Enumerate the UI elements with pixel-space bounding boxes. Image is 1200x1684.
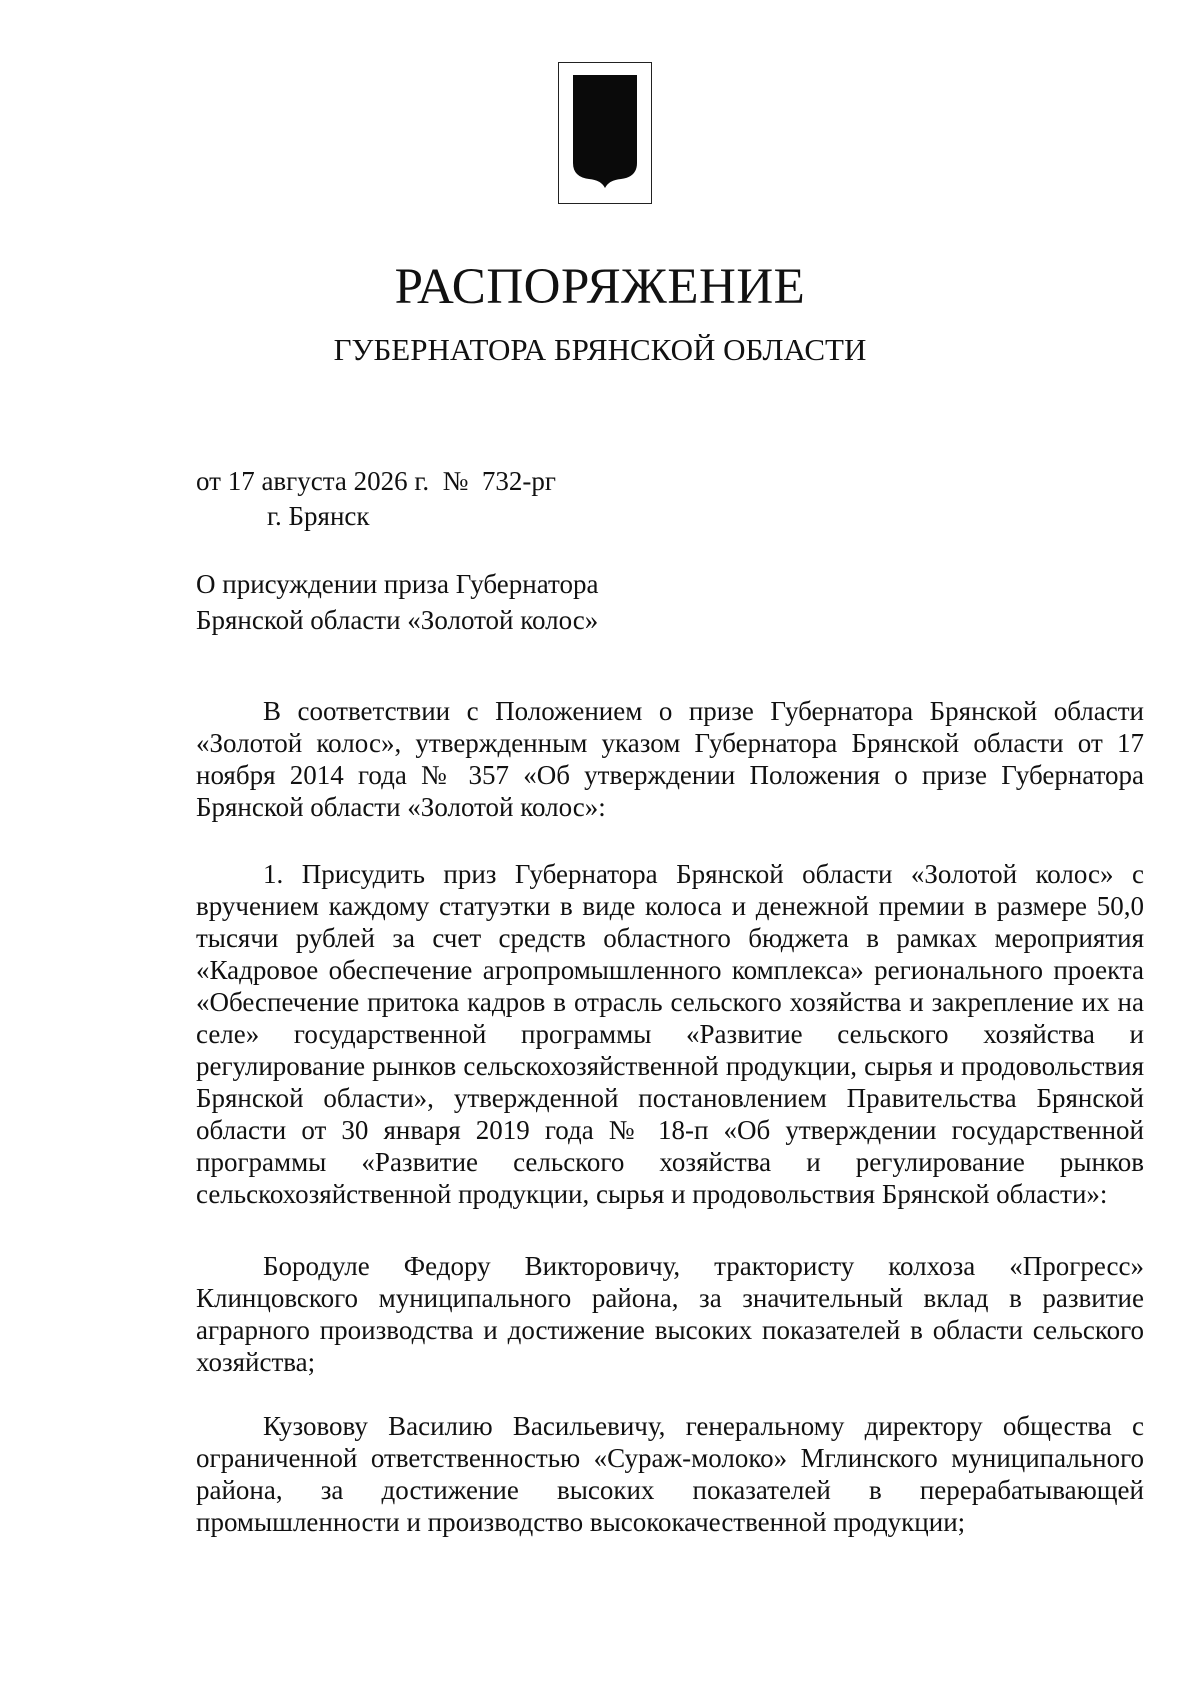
shield-icon: [573, 75, 637, 189]
coat-of-arms-emblem: [558, 62, 652, 204]
awardee-paragraph: Бородуле Федору Викторовичу, трактористу колхоза «Прогресс» Клинцовского муниципального района, за значительный вклад в развитие аграрного производства и достижение высоких показателей в области сельского хозяйства;: [196, 1251, 1144, 1377]
awardee-paragraph: Кузовову Василию Васильевичу, генеральному директору общества с ограниченной ответственностью «Сураж-молоко» Мглинского муниципального района, за достижение высоких показателей в перерабатывающей промышленности и производство высококачественной продукции;: [196, 1411, 1144, 1537]
subject-line: Брянской области «Золотой колос»: [196, 605, 599, 635]
document-subtitle: ГУБЕРНАТОРА БРЯНСКОЙ ОБЛАСТИ: [333, 332, 867, 367]
document-subject: [196, 566, 598, 638]
subject-line: О присуждении приза Губернатора: [196, 569, 599, 599]
document-date-number: от 17 августа 2026 г. № 732-рг: [196, 466, 556, 496]
item-1-paragraph: 1. Присудить приз Губернатора Брянской области «Золотой колос» с вручением каждому статуэтки в виде колоса и денежной премии в размере 50,0 тысячи рублей за счет средств областного бюджета в рамках мероприятия «Кадровое обеспечение агропромышленного комплекса» регионального проекта «Обеспечение притока кадров в отрасль сельского хозяйства и закрепление их на селе» государственной программы «Развитие сельского хозяйства и регулирование рынков сельскохозяйственной продукции, сырья и продовольствия Брянской области», утвержденной постановлением Правительства Брянской области от 30 января 2019 года № 18-п «Об утверждении государственной программы «Развитие сельского хозяйства и регулирование рынков сельскохозяйственной продукции, сырья и продовольствия Брянской области»:: [196, 859, 1144, 1209]
document-city: г. Брянск: [267, 501, 370, 531]
preamble-paragraph: В соответствии с Положением о призе Губернатора Брянской области «Золотой колос», утвержденным указом Губернатора Брянской области от 17 ноября 2014 года № 357 «Об утверждении Положения о призе Губернатора Брянской области «Золотой колос»:: [196, 696, 1144, 822]
document-title: РАСПОРЯЖЕНИЕ: [394, 259, 806, 315]
